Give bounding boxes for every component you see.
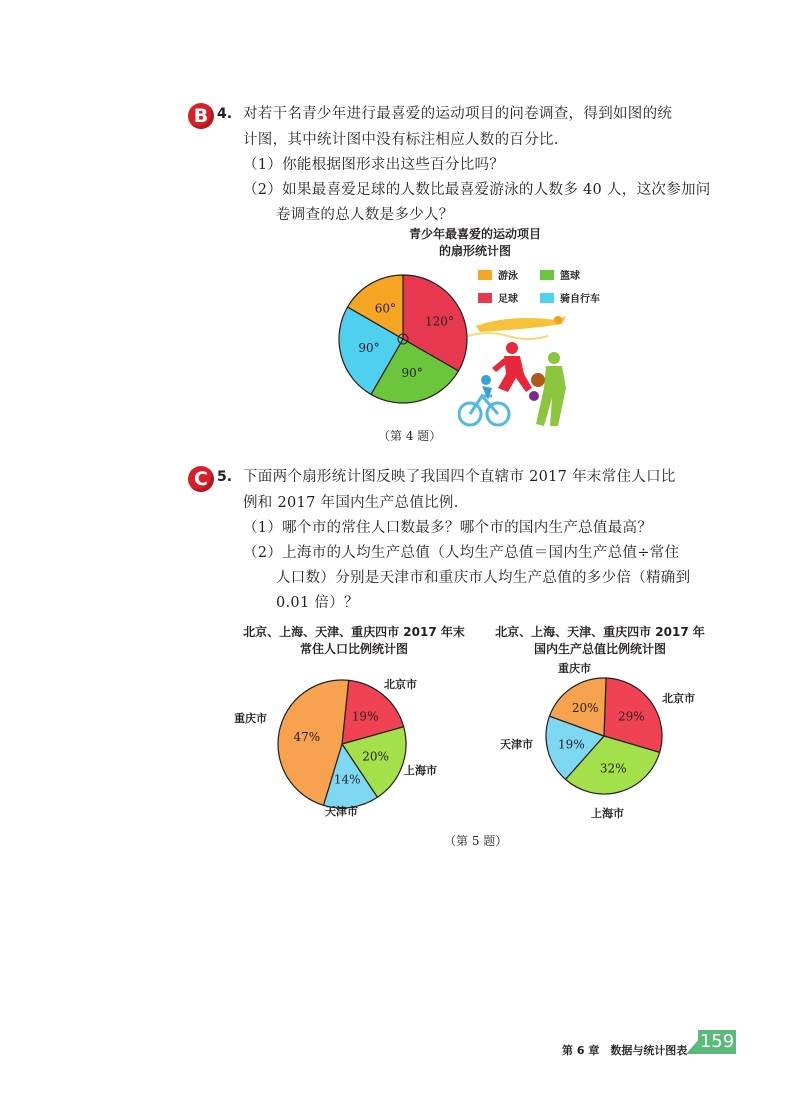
legend-item — [540, 267, 580, 282]
problem-text-line: （1）哪个市的常住人口数最多？哪个市的国内生产总值最高？ — [243, 520, 653, 536]
slice-value-label: 47% — [293, 729, 321, 744]
problem-text-line: 例和 2017 年国内生产总值比例. — [243, 495, 459, 511]
problem-number: 4. — [217, 106, 233, 122]
chart-title: 北京、上海、天津、重庆四市 2017 年 — [495, 625, 705, 639]
city-label: 北京市 — [662, 692, 695, 705]
slice-value-label: 14% — [333, 772, 361, 787]
legend-label: 足球 — [498, 294, 518, 305]
legend-swatch — [540, 293, 554, 303]
problem-text-line: 对若干名青少年进行最喜爱的运动项目的问卷调查，得到如图的统 — [243, 106, 673, 122]
slice-value-label: 60° — [374, 301, 397, 316]
slice-value-label: 19% — [558, 737, 585, 752]
swimmer-icon — [468, 316, 566, 339]
city-label: 上海市 — [591, 807, 624, 820]
legend-label: 骑自行车 — [560, 294, 600, 305]
soccer-player-icon — [492, 342, 539, 401]
city-label: 重庆市 — [558, 662, 591, 675]
sports-silhouettes-illustration — [458, 308, 598, 436]
problem-text-line: （2）上海市的人均生产总值（人均生产总值＝国内生产总值÷常住 — [243, 545, 680, 561]
basketball-player-icon — [531, 352, 566, 426]
legend-swatch — [540, 270, 554, 280]
problem-text-line: 人口数）分别是天津市和重庆市人均生产总值的多少倍（精确到 — [276, 570, 691, 586]
figure-caption: （第 5 题） — [444, 834, 508, 848]
slice-value-label: 20% — [362, 749, 389, 764]
city-label: 重庆市 — [234, 712, 267, 725]
legend-item — [540, 290, 600, 305]
problem-text-line: 下面两个扇形统计图反映了我国四个直辖市 2017 年末常住人口比 — [243, 469, 676, 485]
city-label: 天津市 — [500, 738, 533, 751]
sports-pie-chart — [330, 266, 476, 412]
legend-swatch — [478, 270, 492, 280]
chart-title: 青少年最喜爱的运动项目 — [408, 227, 541, 241]
city-label: 北京市 — [384, 678, 417, 691]
legend-swatch — [478, 293, 492, 303]
city-label: 天津市 — [325, 805, 358, 818]
slice-value-label: 90° — [358, 341, 380, 356]
problem-text-line: 计图，其中统计图中没有标注相应人数的百分比. — [243, 132, 559, 148]
slice-value-label: 90° — [401, 366, 423, 381]
legend-item — [478, 267, 518, 282]
chart-title: 北京、上海、天津、重庆四市 2017 年末 — [243, 625, 465, 639]
problem-number: 5. — [217, 469, 233, 485]
slice-value-label: 20% — [571, 701, 599, 716]
slice-value-label: 29% — [617, 709, 645, 724]
slice-value-label: 120° — [425, 314, 454, 329]
difficulty-badge-b: B — [188, 103, 214, 129]
chart-subtitle: 常住人口比例统计图 — [299, 642, 408, 656]
slice-value-label: 32% — [599, 761, 627, 776]
page-number: 159 — [699, 1031, 735, 1052]
city-label: 上海市 — [404, 764, 437, 777]
difficulty-badge-c: C — [188, 466, 214, 492]
problem-text-line: （2）如果最喜爱足球的人数比最喜爱游泳的人数多 40 人，这次参加问 — [243, 182, 711, 198]
problem-text-line: （1）你能根据图形求出这些百分比吗？ — [243, 157, 505, 173]
problem-text-line: 卷调查的总人数是多少人？ — [276, 207, 454, 223]
problem-text-line: 0.01 倍）？ — [276, 595, 359, 611]
chart-subtitle: 国内生产总值比例统计图 — [533, 642, 666, 656]
chart-subtitle: 的扇形统计图 — [438, 244, 511, 258]
gdp-pie-chart — [540, 668, 670, 808]
legend-item — [478, 290, 518, 305]
figure-caption: （第 4 题） — [378, 429, 442, 443]
slice-value-label: 19% — [351, 709, 379, 724]
chapter-footer: 第 6 章 数据与统计图表 — [562, 1044, 688, 1057]
legend-label: 篮球 — [560, 271, 580, 282]
legend-label: 游泳 — [498, 271, 518, 282]
